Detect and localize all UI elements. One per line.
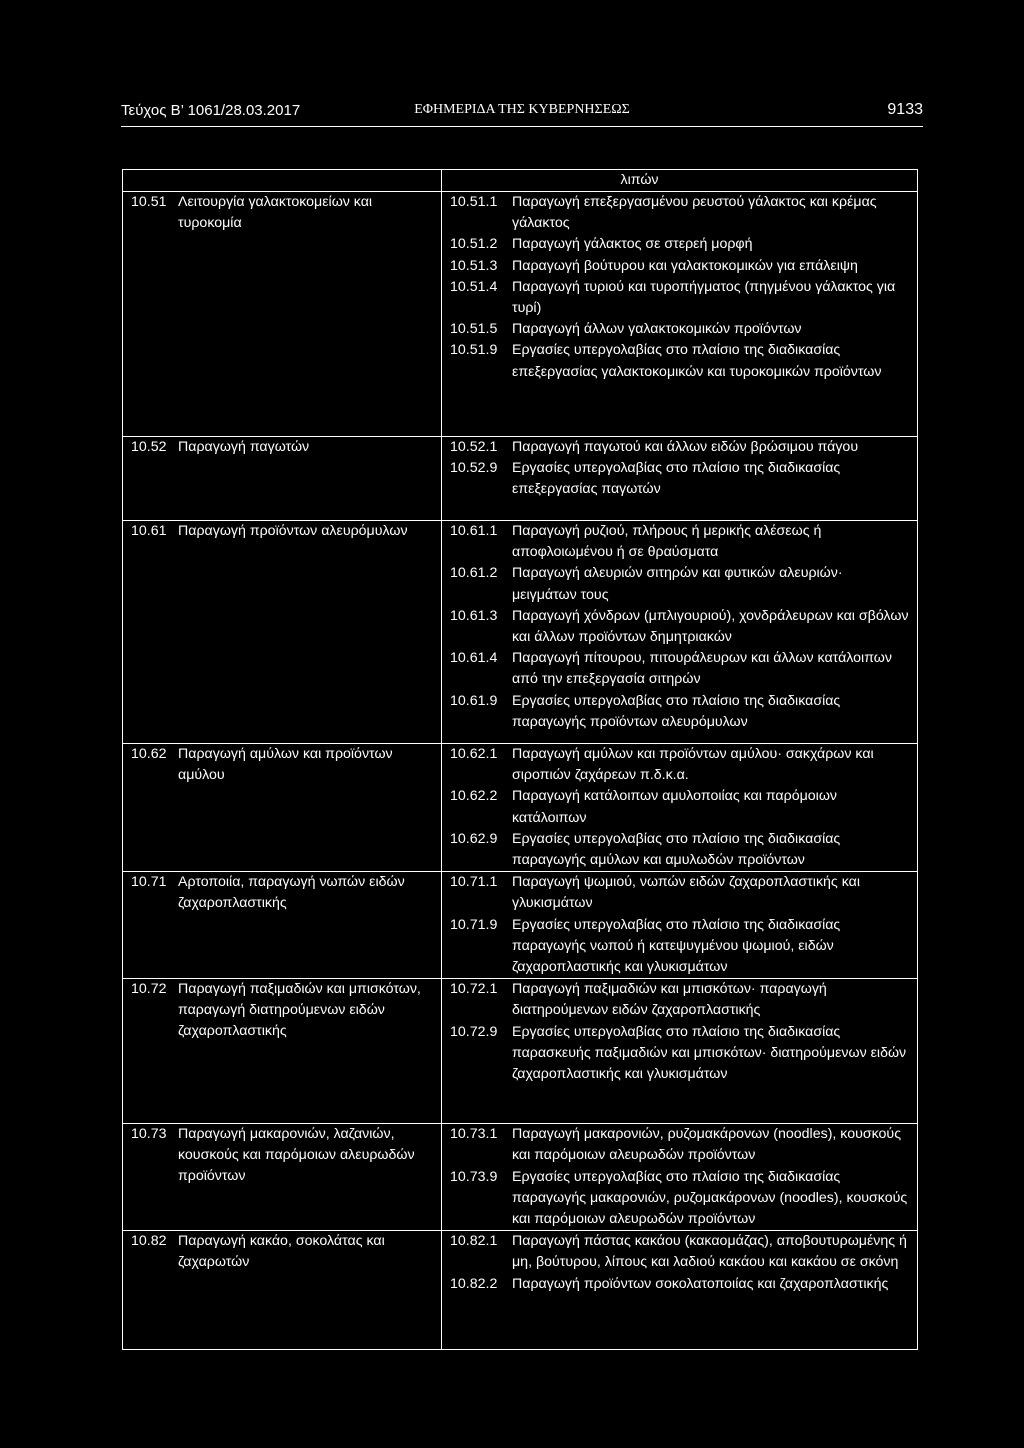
subcategory-entry — [442, 691, 917, 733]
subcategory-description: Εργασίες υπεργολαβίας στο πλαίσιο της διαδικασίας παραγωγής νωπού ή κατεψυγμένου ψωμιού, ειδών ζαχαροπλαστικής και γλυκισμάτων — [512, 916, 841, 976]
subcategory-entry — [442, 277, 917, 319]
subcategory-description: Παραγωγή βούτυρου και γαλακτοκομικών για επάλειψη — [512, 257, 858, 274]
subcategory-entry — [442, 192, 917, 234]
subcategory-entry — [442, 521, 917, 563]
subcategory-entry — [442, 256, 917, 277]
section-cell — [123, 1124, 442, 1231]
section-code: 10.52 — [131, 439, 167, 455]
table-row — [123, 521, 918, 744]
subcategory-cell — [442, 744, 918, 872]
subcategory-cell — [442, 521, 918, 744]
subcategory-entry — [442, 1274, 917, 1295]
section-cell — [123, 872, 442, 979]
subcategory-code: 10.61.3 — [450, 607, 498, 624]
subcategory-entry — [442, 340, 917, 382]
section-code: 10.82 — [131, 1233, 167, 1250]
subcategory-cell — [442, 1231, 918, 1350]
subcategory-code: 10.73.9 — [450, 1168, 498, 1185]
subcategory-description: Παραγωγή κατάλοιπων αμυλοποιίας και παρόμοιων κατάλοιπων — [512, 788, 837, 826]
issue-reference: Τεύχος Β’ 1061/28.03.2017 — [121, 102, 301, 119]
continuation-text: λιπών — [620, 172, 659, 188]
table-row — [123, 872, 918, 979]
section-cell — [123, 979, 442, 1124]
section-cell — [123, 437, 442, 521]
subcategory-code: 10.61.2 — [450, 565, 498, 582]
subcategory-cell — [442, 1124, 918, 1231]
subcategory-entry — [442, 744, 917, 786]
subcategory-entry — [442, 979, 917, 1021]
activity-codes-table — [122, 169, 918, 1350]
continuation-row — [123, 170, 918, 192]
section-title: Λειτουργία γαλακτοκομείων και τυροκομία — [178, 194, 373, 231]
subcategory-code: 10.51.5 — [450, 321, 498, 338]
section-cell — [123, 521, 442, 744]
section-code: 10.73 — [131, 1126, 167, 1143]
subcategory-entry — [442, 458, 917, 500]
subcategory-code: 10.71.9 — [450, 916, 498, 933]
subcategory-entry — [442, 1167, 917, 1231]
section-code: 10.71 — [131, 874, 167, 891]
section-entry — [123, 1231, 441, 1273]
subcategory-description: Εργασίες υπεργολαβίας στο πλαίσιο της διαδικασίας παραγωγής προϊόντων αλευρόμυλων — [512, 692, 841, 730]
section-code: 10.61 — [131, 523, 167, 539]
subcategory-cell — [442, 979, 918, 1124]
subcategory-code: 10.62.9 — [450, 830, 498, 847]
subcategory-description: Παραγωγή μακαρονιών, ρυζομακάρονων (noodles), κουσκούς και παρόμοιων αλευρωδών προϊόντων — [512, 1126, 902, 1164]
section-title: Παραγωγή παξιμαδιών και μπισκότων, παραγωγή διατηρούμενων ειδών ζαχαροπλαστικής — [178, 981, 421, 1040]
subcategory-description: Παραγωγή πάστας κακάου (κακαομάζας), αποβουτυρωμένης ή μη, βούτυρου, λίπους και λαδιού κακάου και κακάου σε σκόνη — [512, 1233, 907, 1271]
subcategory-entry — [442, 437, 917, 458]
subcategory-description: Εργασίες υπεργολαβίας στο πλαίσιο της διαδικασίας επεξεργασίας παγωτών — [512, 460, 841, 498]
subcategory-code: 10.73.1 — [450, 1126, 498, 1143]
table-body — [123, 170, 918, 1350]
subcategory-cell — [442, 437, 918, 521]
subcategory-entry — [442, 829, 917, 871]
subcategory-description: Παραγωγή πίτουρου, πιτουράλευρων και άλλων κατάλοιπων από την επεξεργασία σιτηρών — [512, 650, 892, 688]
subcategory-entry — [442, 563, 917, 605]
subcategory-code: 10.52.1 — [450, 439, 498, 455]
section-cell — [123, 1231, 442, 1350]
subcategory-description: Παραγωγή παγωτού και άλλων ειδών βρώσιμου πάγου — [512, 439, 859, 455]
subcategory-description: Παραγωγή αλευριών σιτηρών και φυτικών αλευριών· μειγμάτων τους — [512, 565, 843, 603]
subcategory-entry — [442, 915, 917, 979]
gazette-title: ΕΦΗΜΕΡΙΔΑ ΤΗΣ ΚΥΒΕΡΝΗΣΕΩΣ — [414, 102, 630, 117]
section-title: Παραγωγή μακαρονιών, λαζανιών, κουσκούς και παρόμοιων αλευρωδών προϊόντων — [178, 1126, 415, 1185]
section-code: 10.62 — [131, 746, 167, 762]
table-row — [123, 1124, 918, 1231]
section-entry — [123, 979, 441, 1042]
subcategory-entry — [442, 872, 917, 914]
subcategory-description: Παραγωγή ρυζιού, πλήρους ή μερικής αλέσεως ή αποφλοιωμένου ή σε θραύσματα — [512, 523, 822, 561]
subcategory-code: 10.51.1 — [450, 194, 498, 210]
page-number: 9133 — [887, 101, 923, 118]
section-entry — [123, 437, 441, 458]
subcategory-description: Παραγωγή επεξεργασμένου ρευστού γάλακτος και κρέμας γάλακτος — [512, 194, 877, 232]
subcategory-entry — [442, 1124, 917, 1166]
section-title: Παραγωγή αμύλων και προϊόντων αμύλου — [178, 746, 393, 783]
section-title: Αρτοποιία, παραγωγή νωπών ειδών ζαχαροπλαστικής — [178, 874, 405, 912]
section-entry — [123, 192, 441, 234]
subcategory-code: 10.61.1 — [450, 523, 498, 539]
subcategory-description: Παραγωγή άλλων γαλακτοκομικών προϊόντων — [512, 321, 802, 338]
table-row — [123, 437, 918, 521]
subcategory-code: 10.82.1 — [450, 1233, 498, 1250]
section-entry — [123, 521, 441, 542]
section-entry — [123, 744, 441, 786]
subcategory-description: Παραγωγή αμύλων και προϊόντων αμύλου· σακχάρων και σιροπιών ζαχάρεων π.δ.κ.α. — [512, 746, 874, 784]
table-row — [123, 192, 918, 437]
page-header — [121, 100, 923, 127]
subcategory-cell — [442, 872, 918, 979]
subcategory-description: Εργασίες υπεργολαβίας στο πλαίσιο της διαδικασίας παραγωγής μακαρονιών, ρυζομακάρονων (noodles), κουσκούς και παρόμοιων αλευρωδών προϊόντων — [512, 1168, 908, 1228]
subcategory-entry — [442, 648, 917, 690]
subcategory-code: 10.61.9 — [450, 692, 498, 709]
table-row — [123, 744, 918, 872]
subcategory-code: 10.72.1 — [450, 981, 498, 998]
section-entry — [123, 1124, 441, 1187]
section-cell — [123, 744, 442, 872]
subcategory-entry — [442, 234, 917, 255]
section-title: Παραγωγή παγωτών — [178, 439, 310, 455]
subcategory-entry — [442, 1231, 917, 1273]
table-row — [123, 979, 918, 1124]
table-row — [123, 1231, 918, 1350]
continuation-left-cell — [123, 170, 442, 192]
subcategory-code: 10.51.3 — [450, 257, 498, 274]
subcategory-entry — [442, 786, 917, 828]
section-title: Παραγωγή προϊόντων αλευρόμυλων — [178, 523, 408, 539]
section-cell — [123, 192, 442, 437]
subcategory-code: 10.51.9 — [450, 342, 498, 359]
subcategory-description: Παραγωγή τυριού και τυροπήγματος (πηγμένου γάλακτος για τυρί) — [512, 278, 896, 317]
subcategory-code: 10.51.4 — [450, 278, 498, 295]
subcategory-code: 10.72.9 — [450, 1023, 498, 1040]
subcategory-description: Παραγωγή παξιμαδιών και μπισκότων· παραγωγή διατηρούμενων ειδών ζαχαροπλαστικής — [512, 981, 827, 1019]
subcategory-description: Εργασίες υπεργολαβίας στο πλαίσιο της διαδικασίας επεξεργασίας γαλακτοκομικών και τυροκομικών προϊόντων — [512, 342, 882, 380]
subcategory-code: 10.52.9 — [450, 460, 498, 477]
subcategory-description: Παραγωγή προϊόντων σοκολατοποιίας και ζαχαροπλαστικής — [512, 1275, 889, 1292]
subcategory-entry — [442, 319, 917, 340]
subcategory-description: Εργασίες υπεργολαβίας στο πλαίσιο της διαδικασίας παρασκευής παξιμαδιών και μπισκότων· διατηρούμενων ειδών ζαχαροπλαστικής και γλυκισμάτων — [512, 1023, 907, 1083]
subcategory-code: 10.71.1 — [450, 874, 498, 891]
subcategory-entry — [442, 606, 917, 648]
section-entry — [123, 872, 441, 914]
subcategory-entry — [442, 1022, 917, 1086]
subcategory-code: 10.61.4 — [450, 650, 498, 667]
subcategory-description: Παραγωγή γάλακτος σε στερεή μορφή — [512, 236, 753, 253]
section-code: 10.51 — [131, 194, 167, 210]
subcategory-code: 10.62.1 — [450, 746, 498, 762]
subcategory-code: 10.82.2 — [450, 1275, 498, 1292]
section-title: Παραγωγή κακάο, σοκολάτας και ζαχαρωτών — [178, 1233, 385, 1271]
subcategory-description: Εργασίες υπεργολαβίας στο πλαίσιο της διαδικασίας παραγωγής αμύλων και αμυλωδών προϊόντων — [512, 830, 841, 869]
section-code: 10.72 — [131, 981, 167, 998]
continuation-right-cell — [442, 170, 918, 192]
subcategory-cell — [442, 192, 918, 437]
subcategory-code: 10.62.2 — [450, 788, 498, 805]
subcategory-code: 10.51.2 — [450, 236, 498, 253]
subcategory-description: Παραγωγή ψωμιού, νωπών ειδών ζαχαροπλαστικής και γλυκισμάτων — [512, 874, 860, 912]
subcategory-description: Παραγωγή χόνδρων (μπλιγουριού), χονδράλευρων και σβόλων και άλλων προϊόντων δημητριακών — [512, 607, 909, 646]
